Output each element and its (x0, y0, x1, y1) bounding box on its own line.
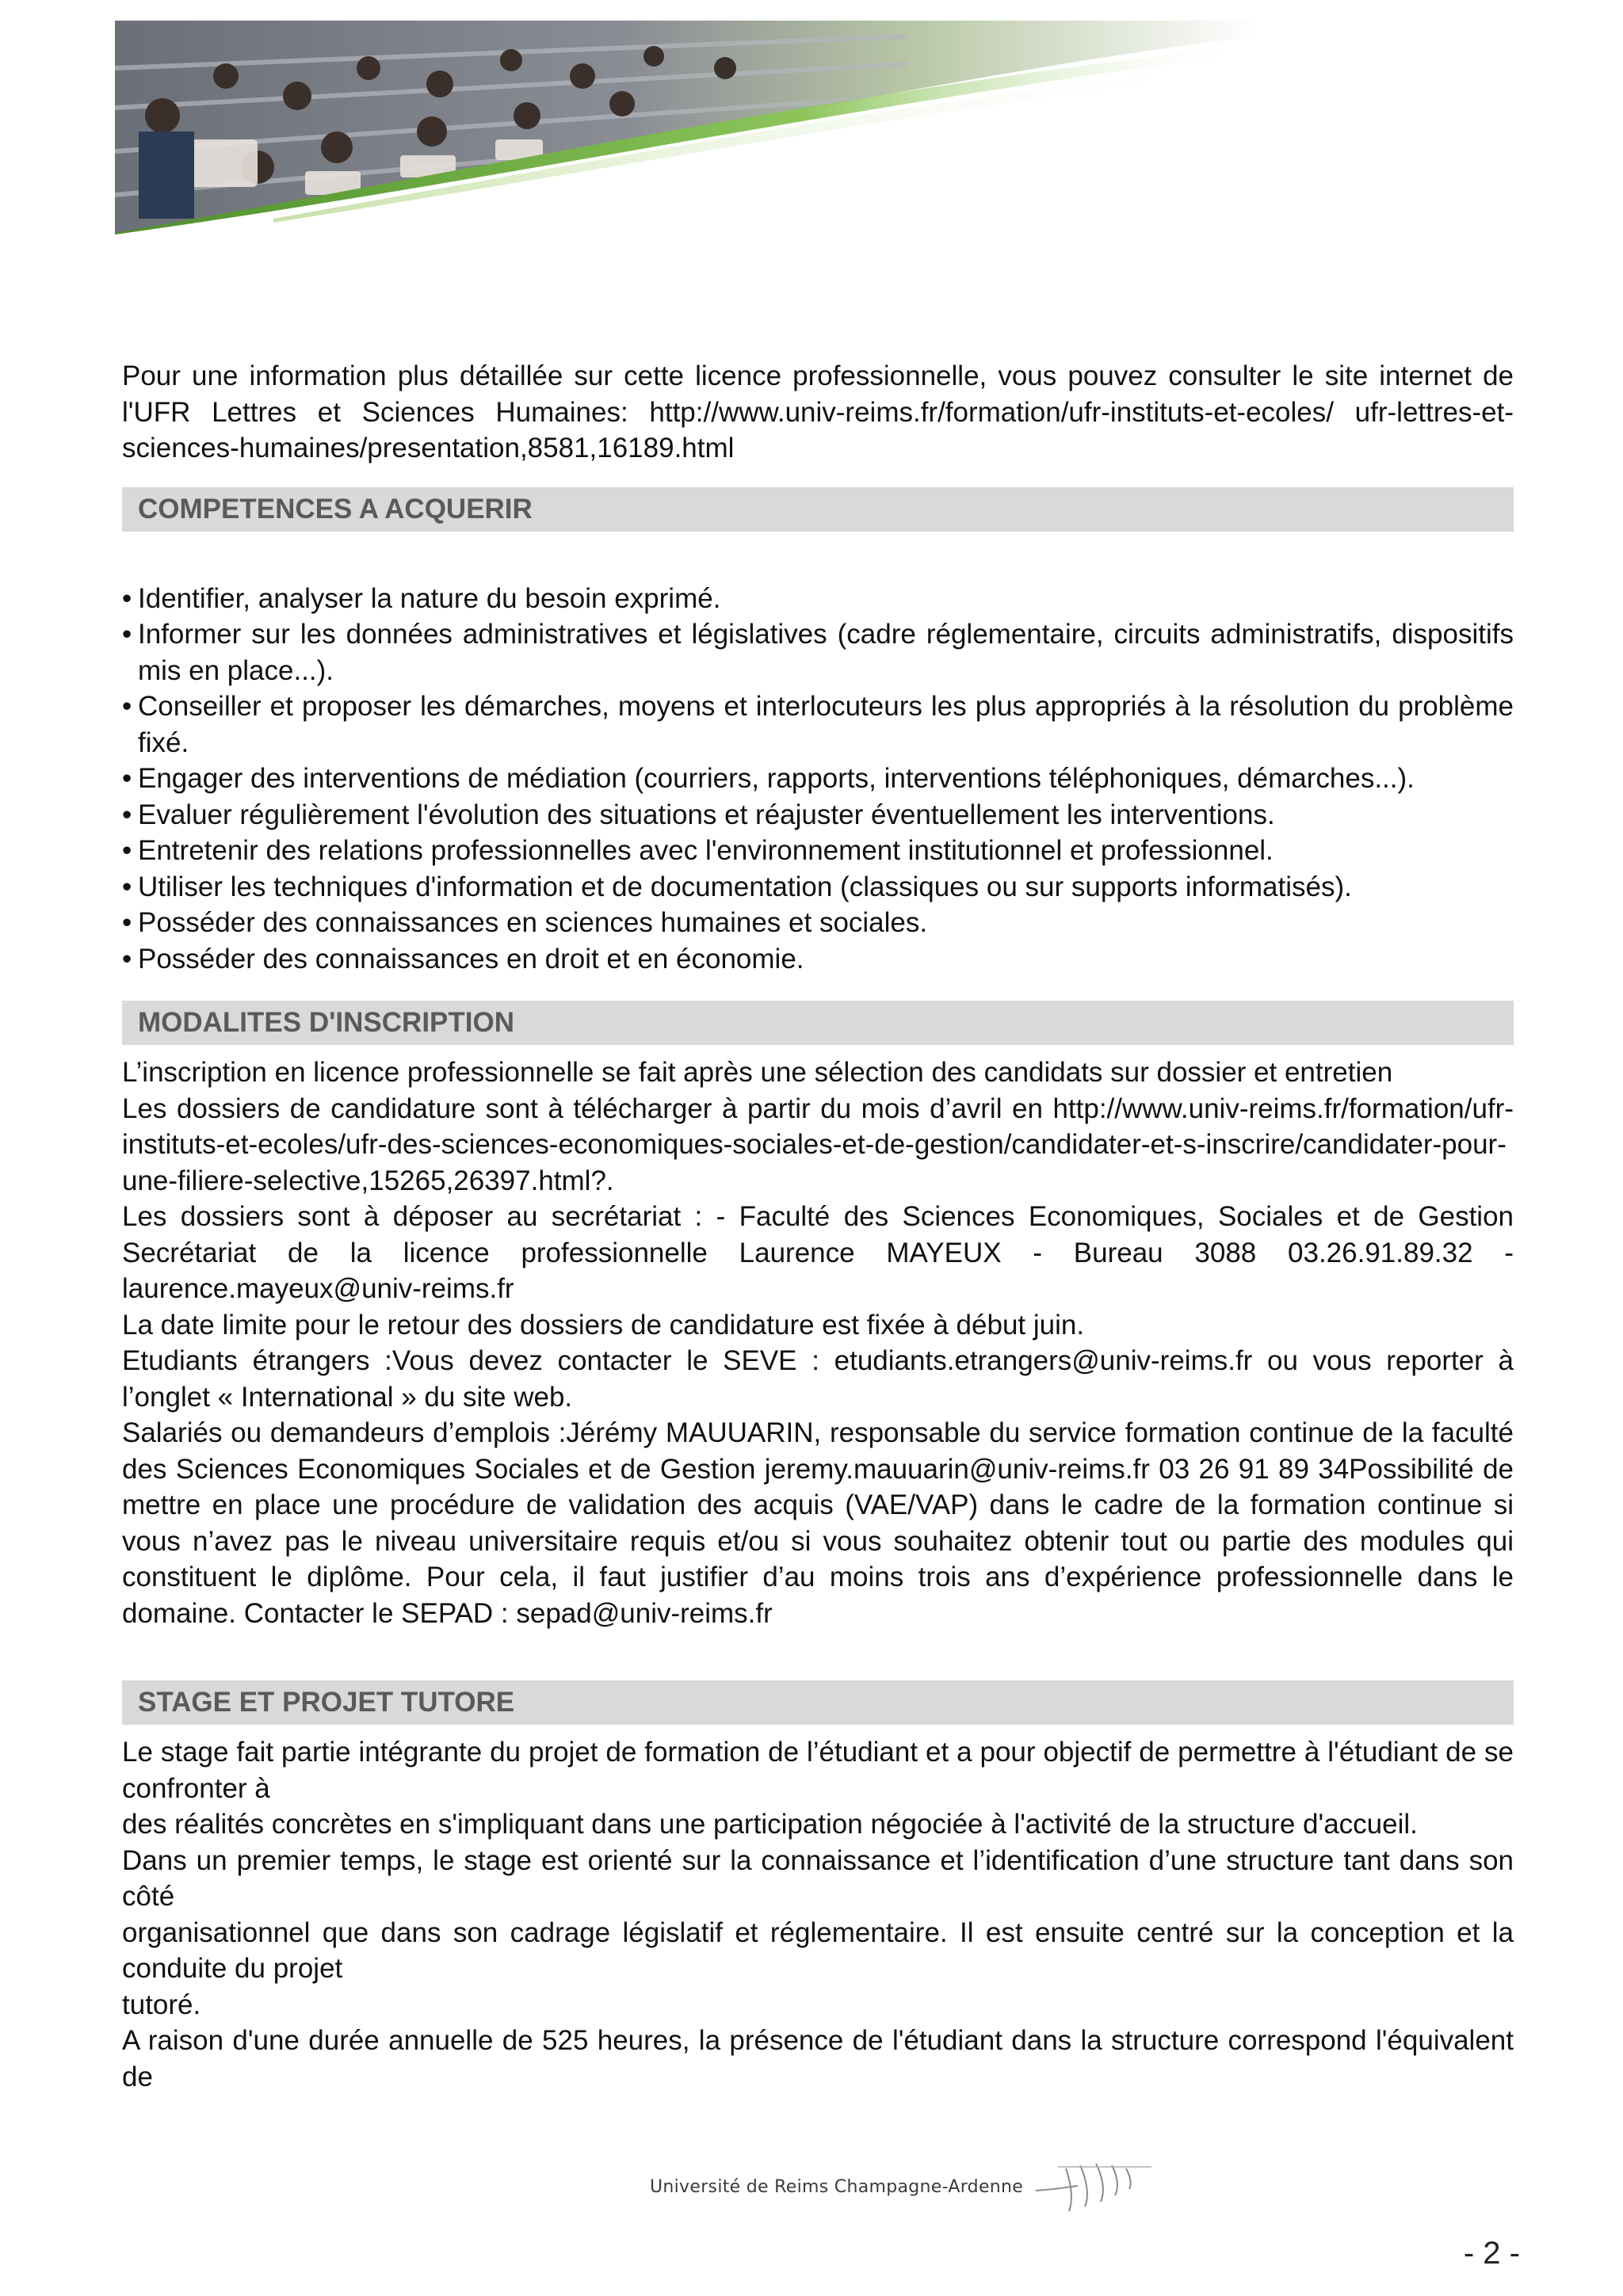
section-header-competences: COMPETENCES A ACQUERIR (122, 487, 1514, 532)
stage-line: Dans un premier temps, le stage est orienté sur la connaissance et l’identification d’une structure tant dans son côté (122, 1844, 1514, 1912)
university-name: Université de Reims Champagne-Ardenne (650, 2176, 1024, 2197)
section-header-modalites: MODALITES D'INSCRIPTION (122, 1001, 1514, 1045)
modalites-line: Les dossiers sont à déposer au secrétariat : - Faculté des Sciences Economiques, Sociales et de Gestion Secrétariat de la licence professionnelle Laurence MAYEUX - Bureau 3088 03.26.91.89.32 - laurence.mayeux@univ-reims.fr (122, 1201, 1514, 1304)
modalites-line: Les dossiers de candidature sont à télécharger à partir du mois d’avril en http://www.univ-reims.fr/formation/ufr-instituts-et-ecoles/ufr-des-sciences-economiques-sociales-et-de-gestion/candidater-et-s-inscrire/candidater-pour-une-filiere-selective,15265,26397.html?. (122, 1093, 1514, 1196)
list-item: • Entretenir des relations professionnelles avec l'environnement institutionnel et professionnel. (122, 833, 1514, 869)
modalites-text (122, 1055, 1514, 1631)
list-item: • Identifier, analyser la nature du besoin exprimé. (122, 581, 1514, 617)
page-content (122, 358, 1514, 2095)
stage-line: A raison d'une durée annuelle de 525 heures, la présence de l'étudiant dans la structure correspond l'équivalent de (122, 2025, 1514, 2092)
university-mark-icon (1034, 2159, 1153, 2214)
list-item: • Utiliser les techniques d'information et de documentation (classiques ou sur supports informatisés). (122, 869, 1514, 906)
stage-line: tutoré. (122, 1989, 201, 2020)
modalites-line: Etudiants étrangers :Vous devez contacter le SEVE : etudiants.etrangers@univ-reims.fr ou vous reporter à l’onglet « International » du site web. (122, 1345, 1514, 1413)
list-item: • Conseiller et proposer les démarches, moyens et interlocuteurs les plus appropriés à la résolution du problème fixé. (122, 688, 1514, 761)
list-item: • Evaluer régulièrement l'évolution des situations et réajuster éventuellement les interventions. (122, 797, 1514, 833)
intro-paragraph: Pour une information plus détaillée sur cette licence professionnelle, vous pouvez consulter le site internet de l'UFR Lettres et Sciences Humaines: http://www.univ-reims.fr/formation/ufr-instituts-et-ecoles/ ufr-lettres-et-sciences-humaines/presentation,8581,16189.html (122, 360, 1514, 463)
list-item: • Informer sur les données administratives et législatives (cadre réglementaire, circuits administratifs, dispositifs mis en place...). (122, 616, 1514, 688)
lecture-hall-photo (115, 21, 1256, 235)
stage-line: Le stage fait partie intégrante du projet de formation de l’étudiant et a pour objectif de permettre à l'étudiant de se confronter à (122, 1737, 1514, 1804)
list-item: • Posséder des connaissances en sciences humaines et sociales. (122, 905, 1514, 941)
stage-line: des réalités concrètes en s'impliquant dans une participation négociée à l'activité de la structure d'accueil. (122, 1809, 1418, 1840)
competences-list (122, 581, 1514, 978)
modalites-line: Salariés ou demandeurs d’emplois :Jérémy MAUUARIN, responsable du service formation continue de la faculté des Sciences Economiques Sociales et de Gestion jeremy.mauuarin@univ-reims.fr 03 26 91 89 34Possibilité de mettre en place une procédure de validation des acquis (VAE/VAP) dans le cadre de la formation continue si vous n’avez pas le niveau universitaire requis et/ou si vous souhaitez obtenir tout ou partie des modules qui constituent le diplôme. Pour cela, il faut justifier d’au moins trois ans d’expérience professionnelle dans le domaine. Contacter le SEPAD : sepad@univ-reims.fr (122, 1417, 1514, 1629)
section-header-stage: STAGE ET PROJET TUTORE (122, 1680, 1514, 1725)
stage-text (122, 1734, 1514, 2095)
list-item: • Posséder des connaissances en droit et en économie. (122, 941, 1514, 978)
list-item: • Engager des interventions de médiation (courriers, rapports, interventions téléphoniques, démarches...). (122, 761, 1514, 797)
header-banner (115, 21, 1256, 235)
modalites-line: L’inscription en licence professionnelle se fait après une sélection des candidats sur dossier et entretien (122, 1057, 1393, 1088)
university-logo (650, 2155, 1157, 2218)
modalites-line: La date limite pour le retour des dossiers de candidature est fixée à début juin. (122, 1309, 1085, 1341)
page-number: - 2 - (1463, 2236, 1520, 2271)
stage-line: organisationnel que dans son cadrage législatif et réglementaire. Il est ensuite centré sur la conception et la conduite du projet (122, 1917, 1514, 1984)
